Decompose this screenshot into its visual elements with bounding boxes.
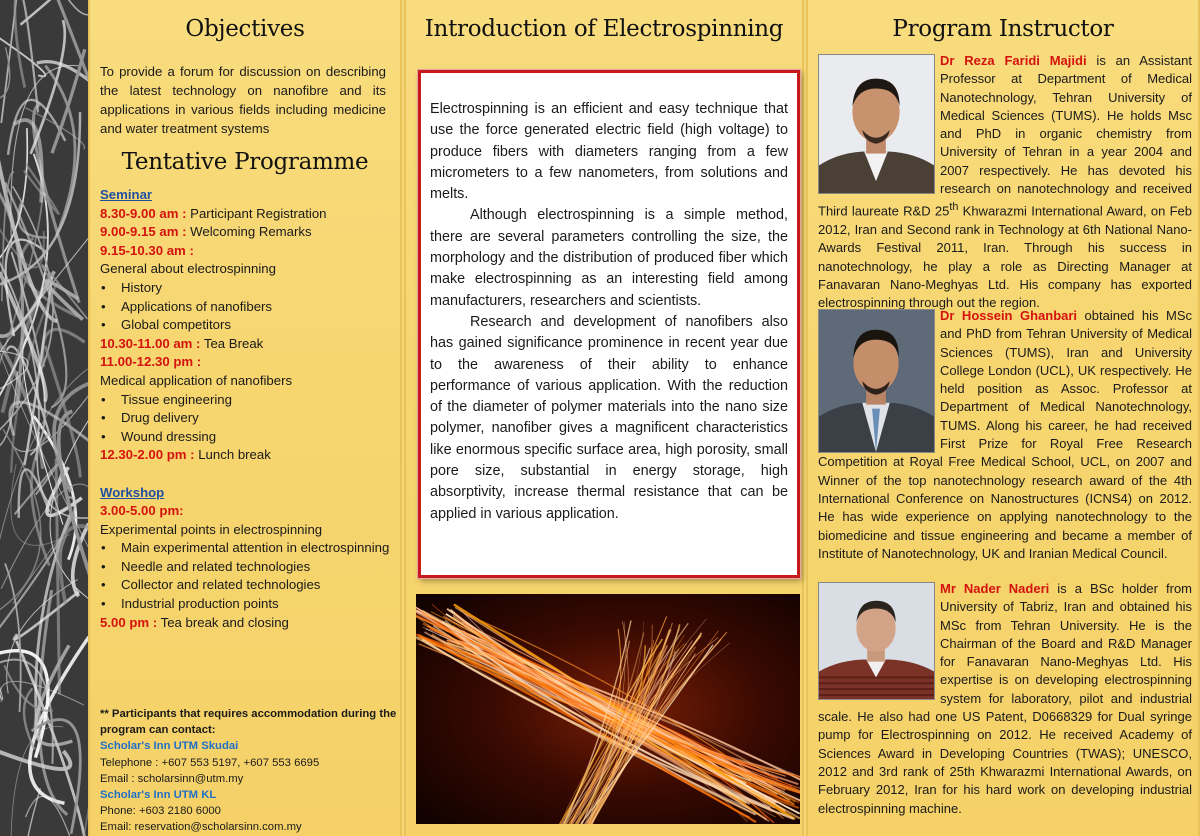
inn-email-skudai: Email : scholarsinn@utm.my bbox=[100, 772, 244, 785]
programme-bullet-item: • Main experimental attention in electrospinning bbox=[100, 539, 390, 558]
instructor-photo bbox=[818, 309, 935, 453]
accommodation-note: ** Participants that requires accommodation during the program can contact: bbox=[100, 708, 397, 737]
instructor-photo bbox=[818, 582, 935, 700]
programme-time-slot bbox=[100, 223, 390, 242]
programme-bullet-item: • Drug delivery bbox=[100, 409, 390, 428]
fibre-strand bbox=[18, 203, 46, 238]
programme-bullet-item: • Needle and related technologies bbox=[100, 558, 390, 577]
programme-time: 5.00 pm : bbox=[100, 614, 158, 630]
instructor-bio-text: Khwarazmi International Award, on Feb 2012, Iran and Second rank in Technology at 6th National Nano-Awards Festival 2011, Iran. Through his success in nanotechnology, he play a role as Directing Manager at Fanavaran Nano-Meghyas Ltd. His company has exported electrospinning through out the region. bbox=[818, 203, 1192, 311]
programme-activity: Lunch break bbox=[194, 447, 271, 463]
intro-paragraph: Although electrospinning is a simple method, there are several parameters controlling the size, the morphology and the distribution of produced fiber which make electrospinning as an interesting field among manufacturers, researchers and scientists. bbox=[430, 207, 788, 309]
programme-bullet-item: • Collector and related technologies bbox=[100, 576, 390, 595]
programme-session-title bbox=[100, 521, 390, 540]
instructor-photo bbox=[818, 54, 935, 194]
ordinal-suffix: th bbox=[949, 201, 959, 214]
fibre-strand bbox=[22, 0, 88, 15]
intro-heading: Introduction of Electrospinning bbox=[424, 16, 784, 42]
instructor-name: Dr Hossein Ghanbari bbox=[940, 308, 1078, 323]
programme-bullet-item: • Applications of nanofibers bbox=[100, 298, 390, 317]
programme-session-title bbox=[100, 260, 390, 279]
programme-time: 11.00-12.30 pm : bbox=[100, 354, 202, 370]
programme-time: 8.30-9.00 am : bbox=[100, 205, 187, 221]
inn-phone-skudai: Telephone : +607 553 5197, +607 553 6695 bbox=[100, 756, 320, 769]
programme-time: 10.30-11.00 am : bbox=[100, 335, 201, 351]
middle-panel bbox=[404, 0, 804, 836]
fibre-sem-image bbox=[0, 0, 88, 836]
instructor-bio-text: obtained his MSc and PhD from Tehran University of Medical Sciences (TUMS), Iran and University College London (UCL), UK respectively. He held position as Assoc. Professor at Department of Medical Nanotechnology, TUMS. Along his career, he had received First Prize for Royal Free Research Competition at Royal Free Medical School, UCL, on 2007 and Winner of the top nanotechnology research award of the 4th International Conference on Nanostructures (ICNS4) on 2012. He has wide experience on applying nanotechnology to the biomedicine and tissue engineering and became a member of Institute of Nanotechnology, UK and Iranian Medical Council. bbox=[818, 308, 1192, 561]
programme-time: 9.00-9.15 am : bbox=[100, 224, 187, 240]
programme-activity: Welcoming Remarks bbox=[186, 224, 312, 240]
programme-time-slot bbox=[100, 205, 390, 224]
programme-activity: Participant Registration bbox=[186, 205, 327, 221]
instructor-name: Dr Reza Faridi Majidi bbox=[940, 53, 1087, 68]
inn-phone-kl: Phone: +603 2180 6000 bbox=[100, 805, 221, 818]
programme-bullet-item: • History bbox=[100, 279, 390, 298]
programme-time-slot bbox=[100, 335, 390, 354]
instructor-bio-text: is a BSc holder from University of Tabriz, Iran and obtained his MSc from Tehran University. He is the Chairman of the Board and R&D Manager for Fanavaran Nano-Meghyas Ltd. His expertise is on developing electrospinning system for laboratory, pilot and industrial scale. He also had one US Patent, D0668329 for Dual syringe pump for Electrospinning on 2012. He received Academy of Sciences Award in Developing Countries (TWAS); UNESCO, 2012 and 3rd rank of 25th Khwarazmi International Awards, on February 2012, Iran for his hard work on developing industrial electrospinning machine. bbox=[818, 581, 1193, 816]
programme-activity: Medical application of nanofibers bbox=[100, 372, 293, 388]
programme-bullet-item: • Industrial production points bbox=[100, 595, 390, 614]
instructor-bio bbox=[818, 307, 1192, 563]
fibre-strand bbox=[39, 590, 67, 815]
seminar-title: Seminar bbox=[100, 187, 153, 202]
programme-time-slot bbox=[100, 502, 390, 521]
left-panel bbox=[88, 0, 402, 836]
programme-time: 9.15-10.30 am : bbox=[100, 242, 194, 258]
programme-bullet-item: • Tissue engineering bbox=[100, 391, 390, 410]
instructor-bio bbox=[818, 580, 1192, 818]
programme-time-slot bbox=[100, 446, 390, 465]
programme-schedule bbox=[100, 186, 390, 632]
programme-time-slot bbox=[100, 242, 390, 261]
workshop-list bbox=[100, 502, 390, 632]
objectives-text: To provide a forum for discussion on describing the latest technology on nanofibre and its applications in various fields including medicine and water treatment systems bbox=[100, 64, 386, 136]
programme-activity: Experimental points in electrospinning bbox=[100, 521, 323, 537]
fibre-strand bbox=[45, 346, 80, 478]
inn-name-skudai: Scholar's Inn UTM Skudai bbox=[100, 740, 239, 753]
instructor-bio-text: is an Assistant Professor at Department of Medical Nanotechnology, Tehran University of Medical Sciences (TUMS). He holds Msc and PhD in organic chemistry from University of Tehran in a year 2004 and 2007 respectively. He has devoted his research on nanotechnology and received Third laureate R&D 25 bbox=[818, 53, 1192, 219]
programme-bullet-item: • Wound dressing bbox=[100, 428, 390, 447]
instructor-bio bbox=[818, 52, 1192, 312]
intro-paragraph: Electrospinning is an efficient and easy technique that use the force generated electric field (high voltage) to produce fibers with diameters ranging from a few micrometers to a few nanometers, from solutions and melts. bbox=[430, 101, 788, 203]
glowing-fiber-photo bbox=[416, 594, 800, 824]
programme-time: 3.00-5.00 pm: bbox=[100, 503, 184, 519]
programme-heading: Tentative Programme bbox=[121, 149, 369, 175]
programme-time-slot bbox=[100, 614, 390, 633]
accommodation-contact bbox=[100, 706, 400, 836]
programme-activity: General about electrospinning bbox=[100, 261, 276, 277]
programme-time-slot bbox=[100, 353, 390, 372]
inn-email-kl: Email: reservation@scholarsinn.com.my bbox=[100, 821, 302, 834]
programme-time: 12.30-2.00 pm : bbox=[100, 447, 195, 463]
programme-activity: Tea break and closing bbox=[157, 614, 289, 630]
workshop-title: Workshop bbox=[100, 484, 165, 500]
programme-activity: Tea Break bbox=[200, 335, 264, 351]
seminar-list bbox=[100, 205, 390, 465]
right-panel bbox=[806, 0, 1200, 836]
programme-bullet-item: • Global competitors bbox=[100, 316, 390, 335]
instructor-name: Mr Nader Naderi bbox=[940, 581, 1050, 596]
programme-session-title bbox=[100, 372, 390, 391]
fibre-strand bbox=[56, 459, 59, 695]
objectives-heading: Objectives bbox=[185, 16, 305, 42]
intro-paragraph: Research and development of nanofibers also has gained significance prominence in recent year due to the awareness of their ability to enhance performance of various application. With the reduction of the diameter of polymer materials into the nano size polymer, nanofiber gives a magnificent characteristics like enormous specific surface area, high porosity, small pore size, substantial in energy storage, high absorptivity, increase thermal resistance that can be applied in various application. bbox=[430, 313, 788, 522]
inn-name-kl: Scholar's Inn UTM KL bbox=[100, 789, 217, 802]
instructor-heading: Program Instructor bbox=[892, 16, 1114, 42]
intro-text-box bbox=[418, 70, 800, 578]
